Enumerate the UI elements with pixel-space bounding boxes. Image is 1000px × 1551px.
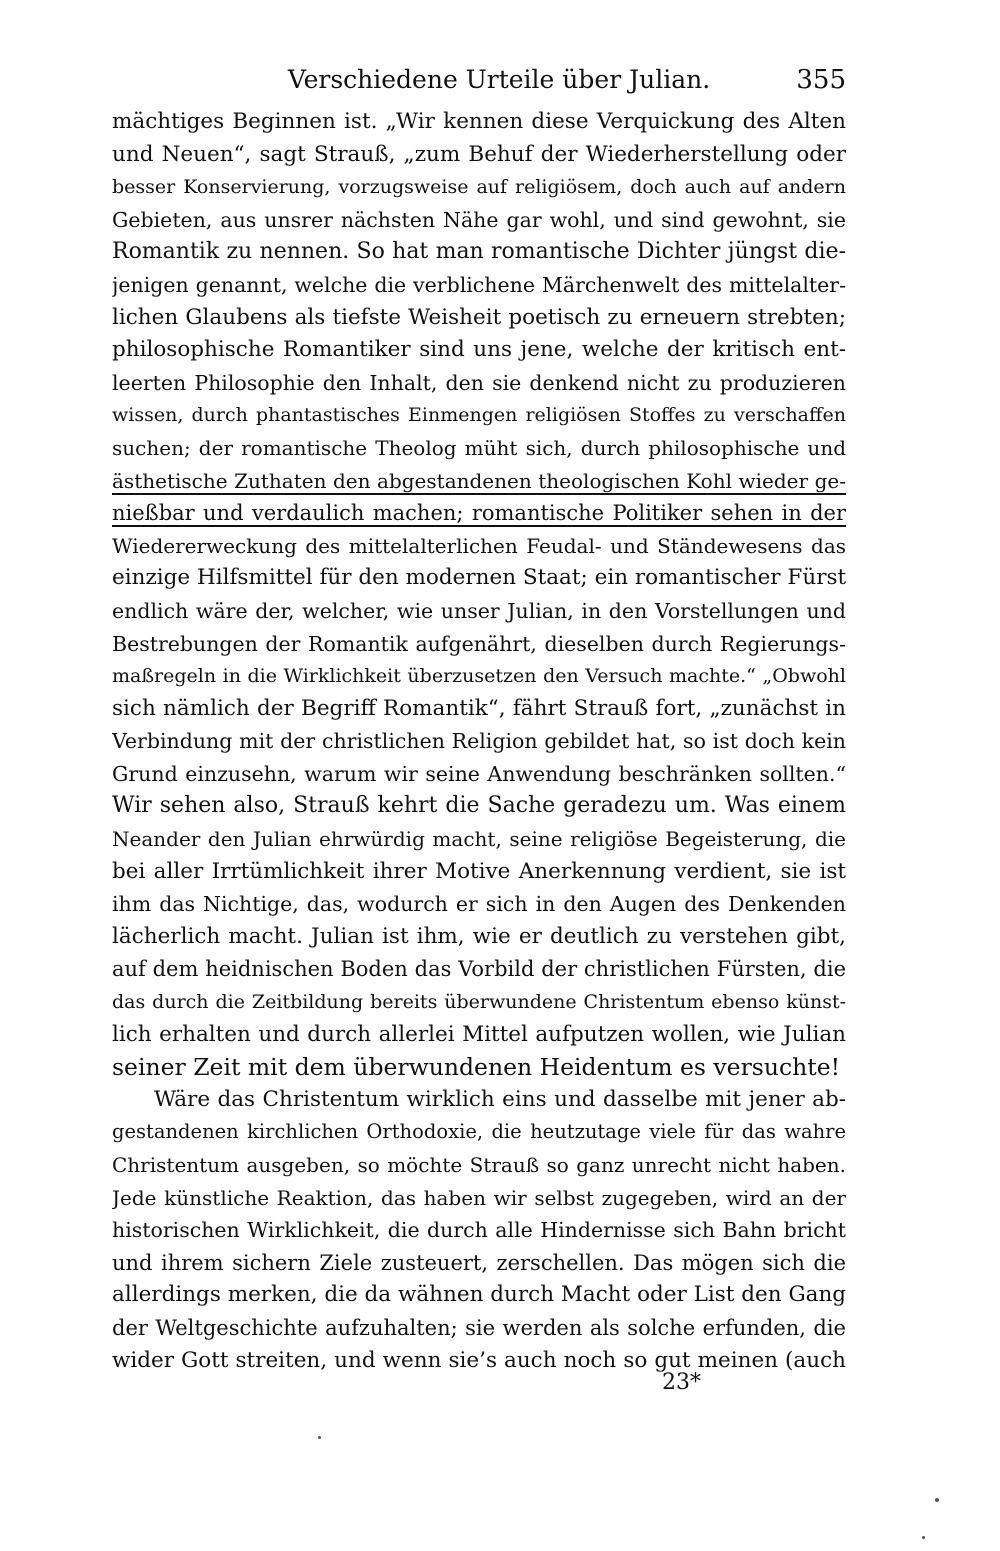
text-line: der Weltgeschichte aufzuhalten; sie werden als solche erfunden, die (112, 1315, 846, 1340)
text-line: Verbindung mit der christlichen Religion gebildet hat, so ist doch kein (112, 729, 846, 754)
text-line: Christentum ausgeben, so möchte Strauß so ganz unrecht nicht haben. (112, 1153, 846, 1177)
text-line: lichen Glaubens als tiefste Weisheit poetisch zu erneuern strebten; (112, 304, 846, 330)
text-line: allerdings merken, die da wähnen durch Macht oder List den Gang (112, 1282, 846, 1308)
paper-speck (318, 1436, 321, 1439)
text-line: einzige Hilfsmittel für den modernen Staat; ein romantischer Fürst (112, 565, 846, 591)
text-line: wider Gott streiten, und wenn sie’s auch noch so gut meinen (auch (112, 1347, 846, 1373)
text-line: philosophische Romantiker sind uns jene, welche der kritisch ent- (112, 337, 846, 363)
text-line: auf dem heidnischen Boden das Vorbild der christlichen Fürsten, die (112, 957, 846, 982)
text-line: historischen Wirklichkeit, die durch alle Hindernisse sich Bahn bricht (112, 1218, 846, 1243)
text-line: gestandenen kirchlichen Orthodoxie, die heutzutage viele für das wahre (112, 1120, 846, 1144)
text-line: Wiedererweckung des mittelalterlichen Feudal- und Ständewesens das (112, 533, 846, 558)
text-line-paragraph-end: seiner Zeit mit dem überwundenen Heidentum es versuchte! (112, 1053, 841, 1082)
text-line: Neander den Julian ehrwürdig macht, seine religiöse Begeisterung, die (112, 827, 846, 852)
text-line: Bestrebungen der Romantik aufgenährt, dieselben durch Regierungs- (112, 631, 846, 656)
text-line: Wir sehen also, Strauß kehrt die Sache geradezu um. Was einem (112, 793, 846, 819)
text-line: mächtiges Beginnen ist. „Wir kennen diese Verquickung des Alten (112, 109, 846, 134)
paper-speck (922, 1536, 925, 1539)
text-line-paragraph-start: Wäre das Christentum wirklich eins und dasselbe mit jener ab- (154, 1086, 846, 1112)
text-line: leerten Philosophie den Inhalt, den sie denkend nicht zu produzieren (112, 370, 846, 395)
text-line: und Neuen“, sagt Strauß, „zum Behuf der Wiederherstellung oder (112, 141, 846, 167)
signature-mark: 23* (662, 1370, 701, 1395)
text-line: lich erhalten und durch allerlei Mittel aufputzen wollen, wie Julian (112, 1021, 846, 1047)
text-line: endlich wäre der, welcher, wie unser Julian, in den Vorstellungen und (112, 598, 846, 623)
text-line: Grund einzusehn, warum wir seine Anwendung beschränken sollten.“ (112, 761, 846, 786)
text-line-underlined: ästhetische Zuthaten den abgestandenen theologischen Kohl wieder ge- (112, 468, 846, 493)
text-line: sich nämlich der Begriff Romantik“, fährt Strauß fort, „zunächst in (112, 695, 846, 721)
text-line: ihm das Nichtige, das, wodurch er sich in den Augen des Denkenden (112, 892, 846, 917)
page-number: 355 (796, 65, 846, 95)
text-line: Romantik zu nennen. So hat man romantische Dichter jüngst die- (112, 239, 846, 265)
text-line: lächerlich macht. Julian ist ihm, wie er deutlich zu verstehen gibt, (112, 923, 846, 949)
text-line: Jede künstliche Reaktion, das haben wir selbst zugegeben, wird an der (112, 1185, 846, 1210)
text-line: Gebieten, aus unsrer nächsten Nähe gar wohl, und sind gewohnt, sie (112, 207, 846, 232)
text-line: besser Konservierung, vorzugsweise auf religiösem, doch auch auf andern (112, 176, 846, 199)
text-line: bei aller Irrtümlichkeit ihrer Motive Anerkennung verdient, sie ist (112, 858, 846, 884)
text-line: suchen; der romantische Theolog müht sich, durch philosophische und (112, 435, 846, 460)
text-line: jenigen genannt, welche die verblichene Märchenwelt des mittelalter- (112, 272, 846, 297)
running-head (112, 62, 846, 98)
text-line: maßregeln in die Wirklichkeit überzusetzen den Versuch machte.“ „Obwohl (112, 665, 846, 688)
running-title: Verschiedene Urteile über Julian. (287, 65, 711, 94)
text-line: wissen, durch phantastisches Einmengen religiösen Stoffes zu verschaffen (112, 404, 846, 427)
body-text (112, 106, 846, 1377)
text-line-underlined: nießbar und verdaulich machen; romantische Politiker sehen in der (112, 501, 846, 526)
text-line: und ihrem sichern Ziele zusteuert, zerschellen. Das mögen sich die (112, 1250, 846, 1275)
paper-speck (935, 1498, 939, 1502)
text-line: das durch die Zeitbildung bereits überwundene Christentum ebenso künst- (112, 991, 846, 1014)
